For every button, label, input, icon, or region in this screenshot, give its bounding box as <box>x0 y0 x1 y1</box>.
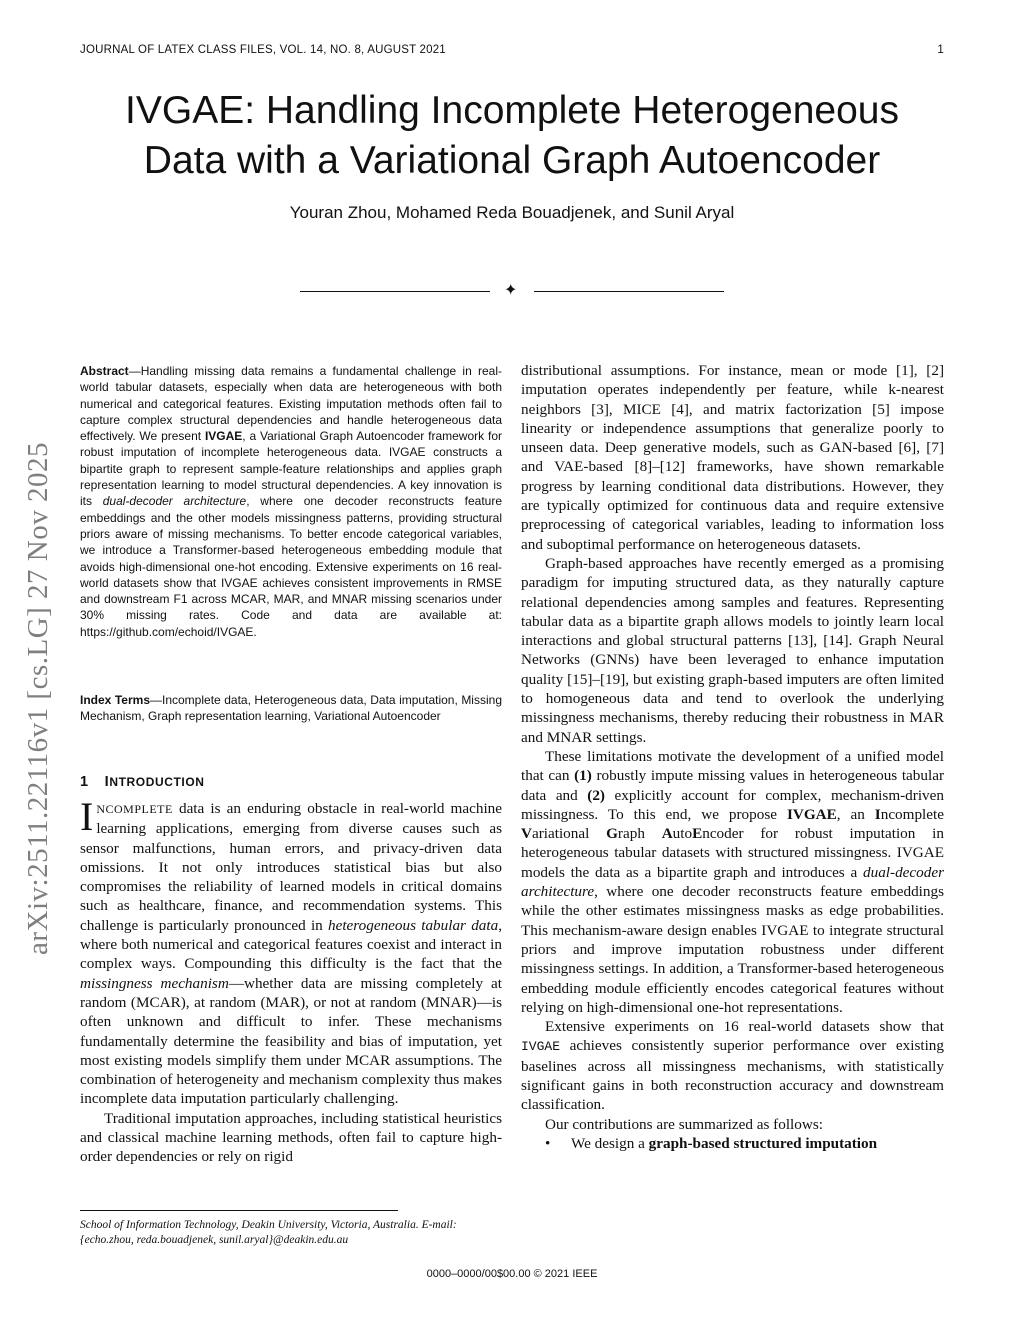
arxiv-identifier: arXiv:2511.22116v1 [cs.LG] 27 Nov 2025 <box>22 441 54 955</box>
section-number: 1 <box>80 774 89 790</box>
right-paragraph-3: These limitations motivate the development of a unified model that can (1) robustly impute missing values in heterogeneous tabular data and (2) explicitly account for complex, mechanism-driven missingness. To this end, we propose IVGAE, an Incomplete Variational Graph AutoEncoder for robust imputation in heterogeneous tabular datasets with structured missingness. IVGAE models the data as a bipartite graph and introduces a dual-decoder architecture, where one decoder reconstructs feature embeddings while the other estimates missingness masks as edge probabilities. This mechanism-aware design enables IVGAE to integrate structural priors and improve imputation robustness under different missingness settings. In addition, a Transformer-based heterogeneous embedding module efficiently encodes categorical features without relying on high-dimensional one-hot representations. <box>521 747 944 1016</box>
affiliation-footnote: School of Information Technology, Deakin University, Victoria, Australia. E-mail: {echo.zhou, reda.bouadjenek, sunil.aryal}@deakin.edu.au <box>80 1219 457 1246</box>
running-header <box>80 44 944 56</box>
abstract-ivgae: IVGAE <box>204 429 243 444</box>
right-paragraph-4: Extensive experiments on 16 real-world datasets show that IVGAE achieves consistently superior performance over existing baselines across all missingness mechanisms, with statistically significant gains in both reconstruction accuracy and downstream classification. <box>521 1018 944 1114</box>
contributions-list <box>521 1134 944 1153</box>
index-terms-text: Incomplete data, Heterogeneous data, Data imputation, Missing Mechanism, Graph representation learning, Variational Autoencoder <box>80 693 502 724</box>
title-line-1: IVGAE: Handling Incomplete Heterogeneous <box>125 89 899 132</box>
abstract-dual-decoder: dual-decoder architecture <box>102 494 247 509</box>
title-divider <box>300 282 724 302</box>
right-paragraph-5: Our contributions are summarized as follows: <box>545 1115 823 1133</box>
title-line-2: Data with a Variational Graph Autoencoder <box>143 139 881 182</box>
right-paragraph-1: distributional assumptions. For instance, mean or mode [1], [2] imputation operates independently per feature, while k-nearest neighbors [3], MICE [4], and matrix factorization [5] impose linearity or independence assumptions that generalize poorly to unseen data. Deep generative models, such as GAN-based [6], [7] and VAE-based [8]–[12] frameworks, have shown remarkable progress by learning conditional data distributions. However, they are typically optimized for continuous data and require extensive preprocessing of categorical variables, leading to information loss and suboptimal performance on heterogeneous datasets. <box>521 362 944 553</box>
index-terms-label: Index Terms <box>80 693 150 707</box>
divider-diamond-icon: ✦ <box>504 282 518 299</box>
abstract-text-2: , a Variational Graph Autoencoder framework for robust imputation of incomplete heterogeneous data. IVGAE constructs a bipartite graph to represent sample-feature relationships and applies graph representation learning to model structural dependencies. A key innovation is its <box>80 429 502 509</box>
abstract-text-1: Handling missing data remains a fundamental challenge in real-world tabular datasets, especially when data are heterogeneous with both numerical and categorical features. Existing imputation methods often fail to capture complex structural dependencies and handle heterogeneous data effectively. We present <box>80 364 502 444</box>
footnote-rule <box>80 1210 398 1211</box>
abstract: Abstract—Handling missing data remains a fundamental challenge in real-world tabular datasets, especially when data are heterogeneous with both numerical and categorical features. Existing imputation methods often fail to capture complex structural dependencies and handle heterogeneous data effectively. We present IVGAE, a Variational Graph Autoencoder framework for robust imputation of incomplete heterogeneous data. IVGAE constructs a bipartite graph to represent sample-feature relationships and applies graph representation learning to model structural dependencies. A key innovation is its dual-decoder architecture, where one decoder reconstructs feature embeddings and the other models missingness patterns, providing structural priors aware of missing mechanisms. To better encode categorical variables, we introduce a Transformer-based heterogeneous embedding module that avoids high-dimensional one-hot encoding. Extensive experiments on 16 real-world datasets show that IVGAE achieves consistent improvements in RMSE and downstream F1 across MCAR, MAR, and MNAR missing scenarios under 30% missing rates. Code and data are available at: https://github.com/echoid/IVGAE. <box>80 364 502 639</box>
list-item: • We design a graph-based structured imputation <box>545 1134 878 1152</box>
right-paragraph-2: Graph-based approaches have recently emerged as a promising paradigm for imputing structured data, as they naturally capture relational dependencies among samples and features. Representing tabular data as a bipartite graph allows models to jointly learn local interactions and global structural patterns [13], [14]. Graph Neural Networks (GNNs) have been leveraged to enhance imputation quality [15]–[19], but existing graph-based imputers are often limited to homogeneous data and tend to overlook the underlying missingness mechanisms, thereby reducing their robustness in MAR and MNAR settings. <box>521 554 944 746</box>
abstract-text-3: , where one decoder reconstructs feature embeddings and the other models missingness patterns, providing structural priors aware of missing mechanisms. To better encode categorical variables, we introduce a Transformer-based heterogeneous embedding module that avoids high-dimensional one-hot encoding. Extensive experiments on 16 real-world datasets show that IVGAE achieves consistent improvements in RMSE and downstream F1 across MCAR, MAR, and MNAR missing scenarios under 30% missing rates. Code and data are available at: https://github.com/echoid/IVGAE. <box>80 494 502 639</box>
abstract-label: Abstract <box>80 364 129 378</box>
right-column-body <box>521 361 944 1153</box>
divider-rule-left <box>300 291 490 292</box>
introduction-body: INCOMPLETE data is an enduring obstacle in real-world machine learning applications, emerging from diverse causes such as sensor malfunctions, human errors, and privacy-driven data omissions. It not only introduces statistical bias but also compromises the reliability of learned models in critical domains such as healthcare, finance, and recommendation systems. This challenge is particularly pronounced in heterogeneous tabular data, where both numerical and categorical features coexist and interact in complex ways. Compounding this difficulty is the fact that the missingness mechanism—whether data are missing completely at random (MCAR), at random (MAR), or not at random (MNAR)—is often unknown and difficult to infer. These mechanisms fundamentally determine the feasibility and bias of imputation, yet most existing models simplify them under MCAR assumptions. The combination of heterogeneity and mechanism complexity thus makes incomplete data imputation particularly challenging. Traditional imputation approaches, including statistical heuristics and classical machine learning methods, often fail to capture high-order dependencies or rely on rigid <box>80 794 502 1166</box>
paper-title <box>60 86 964 186</box>
journal-name: JOURNAL OF LATEX CLASS FILES, VOL. 14, NO. 8, AUGUST 2021 <box>80 44 446 56</box>
divider-rule-right <box>534 291 724 292</box>
copyright-notice: 0000–0000/00$00.00 © 2021 IEEE <box>426 1268 598 1280</box>
index-terms: Index Terms—Incomplete data, Heterogeneous data, Data imputation, Missing Mechanism, Graph representation learning, Variational Autoencoder <box>80 693 502 724</box>
bullet-icon: • <box>545 1134 551 1152</box>
page-number: 1 <box>937 44 944 56</box>
author-list: Youran Zhou, Mohamed Reda Bouadjenek, and Sunil Aryal <box>289 203 735 222</box>
dropcap: I <box>80 794 94 839</box>
intro-paragraph-2: Traditional imputation approaches, including statistical heuristics and classical machine learning methods, often fail to capture high-order dependencies or rely on rigid <box>80 1109 502 1166</box>
section-heading-introduction: 1 INTRODUCTION <box>80 774 205 790</box>
